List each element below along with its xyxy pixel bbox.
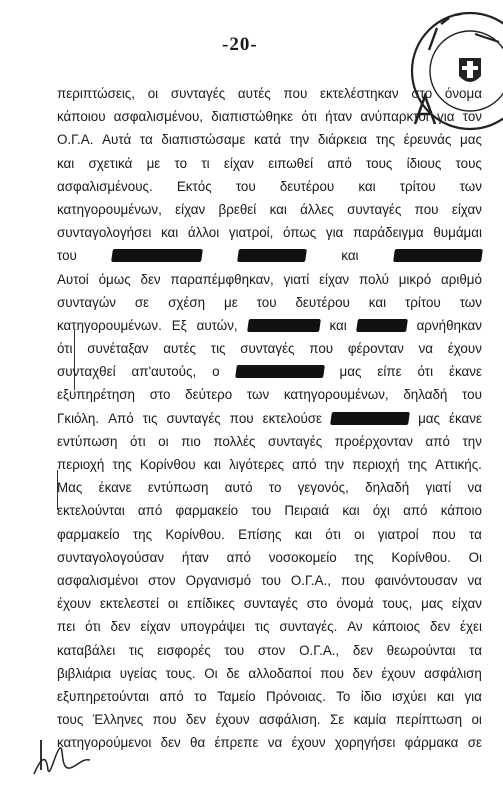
word: ασφαλισμένου, — [113, 109, 204, 125]
word: το — [268, 480, 282, 496]
word: όπως — [283, 225, 317, 241]
word: Κορίνθου. — [165, 526, 225, 542]
word: να — [467, 572, 482, 588]
word: δεν — [352, 665, 373, 681]
word: δευτέρου — [295, 294, 350, 310]
word: και — [342, 503, 360, 519]
word: δε — [226, 665, 240, 681]
word: από — [137, 503, 163, 519]
word: συνταγολογήσει — [57, 225, 152, 241]
word: γιατροί, — [228, 225, 274, 241]
word: Από — [108, 410, 134, 426]
text-line — [57, 731, 482, 754]
word: ήταν — [325, 109, 353, 125]
word: στο — [411, 86, 433, 101]
word: από — [292, 457, 317, 472]
text-line — [57, 639, 482, 662]
word: συνταγών — [57, 294, 116, 310]
text-line — [57, 244, 482, 267]
word: κάποιο — [440, 503, 482, 519]
word: έχουν — [215, 712, 250, 728]
word: δηλαδή — [365, 480, 410, 496]
word: εξυπηρετούνται — [57, 688, 149, 704]
word: τα — [469, 526, 482, 542]
word: Οι — [468, 549, 482, 565]
word: είχαν — [319, 271, 350, 287]
text-line — [57, 152, 482, 175]
word: ασφάλιση — [424, 665, 482, 681]
text-line — [57, 476, 482, 499]
word: δεν — [430, 619, 451, 635]
redaction-bar — [330, 412, 410, 425]
word: πολλές — [213, 433, 256, 449]
word: με — [224, 294, 238, 310]
word: θεωρούνται — [386, 642, 456, 658]
word: εκτελούσε — [262, 410, 323, 426]
word: υγείας — [119, 665, 157, 681]
word: μας — [421, 596, 444, 612]
text-line — [57, 499, 482, 522]
word: Το — [336, 688, 351, 704]
word: δευτέρου — [279, 178, 335, 194]
word: τους — [366, 155, 393, 171]
word: περιπτώσεις, — [57, 86, 135, 101]
word: έπρεπε — [214, 735, 259, 751]
word: τις — [254, 619, 270, 635]
handwritten-signature — [30, 740, 100, 780]
word: Πρόνοιας. — [266, 688, 326, 704]
word: σχετικά — [88, 155, 133, 171]
word: περιοχή — [57, 457, 105, 472]
word: έκανε — [449, 410, 482, 426]
word: του — [261, 572, 281, 588]
word: Ο.Γ.Α., — [299, 642, 340, 658]
text-line — [57, 175, 482, 198]
word: από — [226, 549, 252, 565]
word: σε — [467, 735, 482, 751]
word: έχει — [460, 619, 482, 635]
word: Μας — [57, 480, 83, 496]
word: άλλοι — [187, 225, 220, 241]
word: μας — [460, 132, 482, 148]
word: ίδιο — [360, 688, 382, 704]
word: θα — [190, 735, 206, 751]
word: του — [224, 642, 245, 658]
word: τι — [201, 155, 210, 171]
word: τις — [128, 642, 144, 658]
word: και — [269, 201, 287, 217]
word: γιατροί — [377, 526, 419, 542]
word: εντύπωση — [147, 480, 209, 496]
text-line — [57, 221, 482, 244]
word: ότι — [301, 109, 317, 125]
word: δεν — [110, 619, 131, 635]
word: έχουν — [381, 665, 416, 681]
redaction-bar — [237, 249, 307, 262]
word: οι — [147, 86, 159, 101]
word: κατηγορουμένων, — [283, 387, 389, 403]
word: έκανε — [98, 480, 132, 496]
word: νοσοκομείο — [268, 549, 337, 565]
text-line — [57, 314, 482, 337]
word: και — [329, 317, 347, 333]
word: που — [229, 410, 254, 426]
word: μας — [339, 364, 362, 380]
word: σχέση — [168, 294, 206, 310]
text-line — [57, 708, 482, 731]
word: ειπωθεί — [268, 155, 314, 171]
word: που — [152, 712, 177, 728]
text-line — [57, 523, 482, 546]
word: τρίτου — [399, 178, 436, 194]
word: ότι — [85, 619, 101, 635]
word: έχουν — [291, 735, 326, 751]
word: να — [467, 480, 482, 496]
word: του — [462, 387, 482, 403]
word: αυτές — [237, 86, 271, 101]
word: που — [320, 665, 344, 681]
word: στον — [148, 572, 176, 588]
word: τις — [210, 341, 226, 357]
text-line — [57, 198, 482, 221]
word: που — [340, 572, 365, 588]
word: Ο.Γ.Α. — [57, 132, 94, 148]
word: την — [462, 433, 482, 449]
word: ότι — [325, 526, 341, 542]
word: να — [267, 735, 283, 751]
word: από — [159, 688, 184, 704]
word: παραπέμφθηκαν, — [170, 271, 274, 287]
word: της — [112, 457, 132, 472]
word: δηλαδή — [403, 387, 448, 403]
text-line — [57, 662, 482, 685]
word: υπογράψει — [180, 619, 245, 635]
word: συνταγές — [240, 341, 295, 357]
word: συνταγολογούσαν — [57, 549, 165, 565]
word: τρίτου — [404, 294, 441, 310]
word: Αυτοί — [57, 271, 89, 287]
word: του — [251, 503, 272, 519]
word: Κορίνθου. — [391, 549, 451, 565]
word: γιατί — [425, 480, 452, 496]
word: που — [283, 86, 308, 101]
word: παράδειγμα — [352, 225, 424, 241]
redaction-bar — [247, 319, 321, 332]
word: εκτελεστεί — [99, 596, 160, 612]
word: των — [246, 387, 270, 403]
text-line — [57, 546, 482, 569]
word: αυτών, — [196, 317, 238, 333]
word: ασφαλισμένοι — [57, 572, 139, 588]
word: ασφάλιση. — [258, 712, 321, 728]
word: με — [146, 155, 161, 171]
word: από — [403, 503, 428, 519]
text-line — [57, 430, 482, 453]
word: ανύπαρκτοι — [360, 109, 429, 125]
word: καταβάλει — [57, 642, 116, 658]
text-line — [57, 82, 482, 105]
word: φαρμακείο — [175, 503, 239, 519]
word: της — [375, 132, 395, 148]
word: του — [256, 294, 277, 310]
word: Σε — [329, 712, 345, 728]
word: διάρκεια — [317, 132, 368, 148]
word: ο — [212, 364, 220, 380]
text-line — [57, 592, 482, 615]
word: είχαν — [451, 201, 482, 217]
text-line — [57, 615, 482, 638]
word: είχαν — [175, 201, 206, 217]
word: αυτές — [163, 341, 197, 357]
text-line — [57, 291, 482, 314]
word: ήταν — [181, 549, 209, 565]
word: συνταγές — [166, 410, 221, 426]
word: γιατί — [283, 271, 310, 287]
redaction-bar — [356, 319, 408, 332]
word: δεν — [352, 642, 373, 658]
word: ότι — [57, 341, 73, 357]
word: είχαν — [140, 619, 171, 635]
word: και — [341, 248, 359, 264]
word: διαπιστώθηκε — [211, 109, 294, 125]
word: Οι — [204, 665, 218, 681]
word: είχαν — [223, 155, 254, 171]
text-line — [57, 407, 482, 430]
word: Αν — [347, 619, 363, 635]
text-line — [57, 569, 482, 592]
word: ισχύει — [391, 688, 427, 704]
word: αριθμό — [440, 271, 482, 287]
word: αυτό — [224, 480, 253, 496]
word: δεύτερο — [185, 387, 233, 403]
word: κατηγορουμένων. — [57, 317, 162, 333]
word: τους. — [165, 665, 196, 681]
word: το — [194, 688, 207, 704]
word: χορηγήσει — [334, 735, 396, 751]
text-line — [57, 105, 482, 128]
word: θυμάμαι — [433, 225, 482, 241]
word: που — [309, 341, 334, 357]
word: σε — [134, 294, 150, 310]
word: στο — [306, 596, 328, 612]
word: και — [368, 294, 387, 310]
word: όνομα — [444, 86, 482, 101]
word: συνταγές — [170, 86, 226, 101]
word: της — [407, 457, 427, 472]
word: ότι — [130, 433, 146, 449]
word: δεν — [140, 271, 161, 287]
word: κατηγορουμένων, — [57, 201, 162, 217]
word: να — [418, 341, 434, 357]
word: περιοχή — [352, 457, 400, 472]
word: κάποιος — [372, 619, 421, 635]
word: Γκιόλη. — [57, 410, 100, 426]
word: Εξ — [171, 317, 187, 333]
word: και — [160, 225, 179, 241]
word: έκανε — [449, 364, 482, 380]
text-line — [57, 128, 482, 151]
redaction-bar — [111, 249, 203, 262]
word: τα — [139, 132, 153, 148]
word: και — [203, 457, 221, 472]
word: εκτελέστηκαν — [320, 86, 399, 101]
redaction-bar — [393, 249, 483, 262]
text-line — [57, 337, 482, 360]
word: έχουν — [447, 341, 482, 357]
word: Πειραιά — [284, 503, 330, 519]
word: δεν — [185, 712, 207, 728]
word: του — [57, 248, 77, 264]
word: τους — [455, 155, 482, 171]
text-line — [57, 268, 482, 291]
word: τα — [469, 642, 482, 658]
word: αλλοδαποί — [248, 665, 312, 681]
word: φέρονταν — [347, 341, 404, 357]
word: κατά — [253, 132, 282, 148]
word: Αυτά — [102, 132, 132, 148]
word: φάρμακα — [404, 735, 459, 751]
word: είπε — [377, 364, 402, 380]
word: στο — [149, 387, 171, 403]
word: και — [358, 178, 376, 194]
text-line — [57, 453, 482, 476]
word: οι — [158, 433, 169, 449]
word: κατηγορούμενοι — [57, 735, 152, 751]
word: κάποιου — [57, 109, 106, 125]
word: την — [289, 132, 310, 148]
word: αρνήθηκαν — [416, 317, 482, 333]
word: της — [354, 549, 374, 565]
word: και — [436, 688, 455, 704]
word: επίδικες — [187, 596, 235, 612]
word: είχαν — [451, 596, 482, 612]
word: πολύ — [358, 271, 389, 287]
word: από — [327, 155, 352, 171]
word: από — [425, 433, 450, 449]
testimony-text-body — [57, 82, 482, 754]
word: απ'αυτούς, — [131, 364, 197, 380]
word: τις — [142, 410, 158, 426]
word: Έλληνες — [92, 712, 144, 728]
word: προέρχονταν — [334, 433, 413, 449]
word: λιγότερες — [229, 457, 284, 472]
word: ασφαλισμένους. — [57, 178, 153, 194]
redaction-bar — [235, 365, 325, 378]
word: οι — [167, 596, 179, 612]
text-line — [57, 360, 482, 383]
word: εντύπωση — [57, 433, 118, 449]
word: στον — [257, 642, 286, 658]
word: που — [414, 201, 439, 217]
word: οι — [354, 526, 365, 542]
word: ίδιους — [406, 155, 442, 171]
word: τον — [462, 109, 482, 125]
word: συνταγές — [267, 433, 323, 449]
word: εισφορές — [157, 642, 211, 658]
word: φαινόντουσαν — [374, 572, 458, 588]
word: όμως — [98, 271, 131, 287]
word: Κορίνθου — [139, 457, 196, 472]
word: συνταγές. — [279, 619, 338, 635]
word: και — [57, 155, 75, 171]
word: Αττικής. — [435, 457, 482, 472]
word: όνομά — [336, 596, 374, 612]
word: και — [294, 526, 312, 542]
word: βιβλιάρια — [57, 665, 112, 681]
word: δεν — [160, 735, 181, 751]
word: για — [464, 688, 482, 704]
word: έρευνάς — [403, 132, 452, 148]
word: άλλες — [300, 201, 334, 217]
word: πει — [57, 619, 76, 635]
word: ότι — [417, 364, 434, 380]
word: Ταμείο — [217, 688, 256, 704]
word: περίπτωση — [395, 712, 463, 728]
word: μας — [418, 410, 440, 426]
word: διαπιστώσαμε — [161, 132, 246, 148]
word: γεγονός, — [297, 480, 349, 496]
word: των — [459, 178, 482, 194]
word: Εκτός — [176, 178, 212, 194]
word: για — [325, 225, 344, 241]
word: καμία — [353, 712, 387, 728]
word: φαρμακείο — [57, 526, 120, 542]
word: για — [437, 109, 455, 125]
word: πιο — [181, 433, 201, 449]
word: Οργανισμό — [185, 572, 252, 588]
word: την — [324, 457, 345, 472]
word: όχι — [372, 503, 390, 519]
page-number: -20- — [222, 34, 258, 55]
word: τους, — [382, 596, 413, 612]
word: εκτελούνται — [57, 503, 125, 519]
word: οι — [471, 712, 482, 728]
word: συνταγές — [347, 201, 402, 217]
word: των — [459, 294, 482, 310]
text-line — [57, 383, 482, 406]
word: Ο.Γ.Α., — [290, 572, 332, 588]
word: τους — [57, 712, 84, 728]
text-line — [57, 685, 482, 708]
word: μικρό — [398, 271, 432, 287]
word: της — [132, 526, 153, 542]
word: το — [174, 155, 188, 171]
word: βρεθεί — [218, 201, 257, 217]
word: του — [235, 178, 256, 194]
word: που — [431, 526, 456, 542]
word: έχουν — [57, 596, 92, 612]
word: συνέταξαν — [87, 341, 149, 357]
word: εξυπηρέτηση — [57, 387, 136, 403]
word: Επίσης — [238, 526, 282, 542]
word: συνταγές — [243, 596, 298, 612]
word: συνταχθεί — [57, 364, 116, 380]
